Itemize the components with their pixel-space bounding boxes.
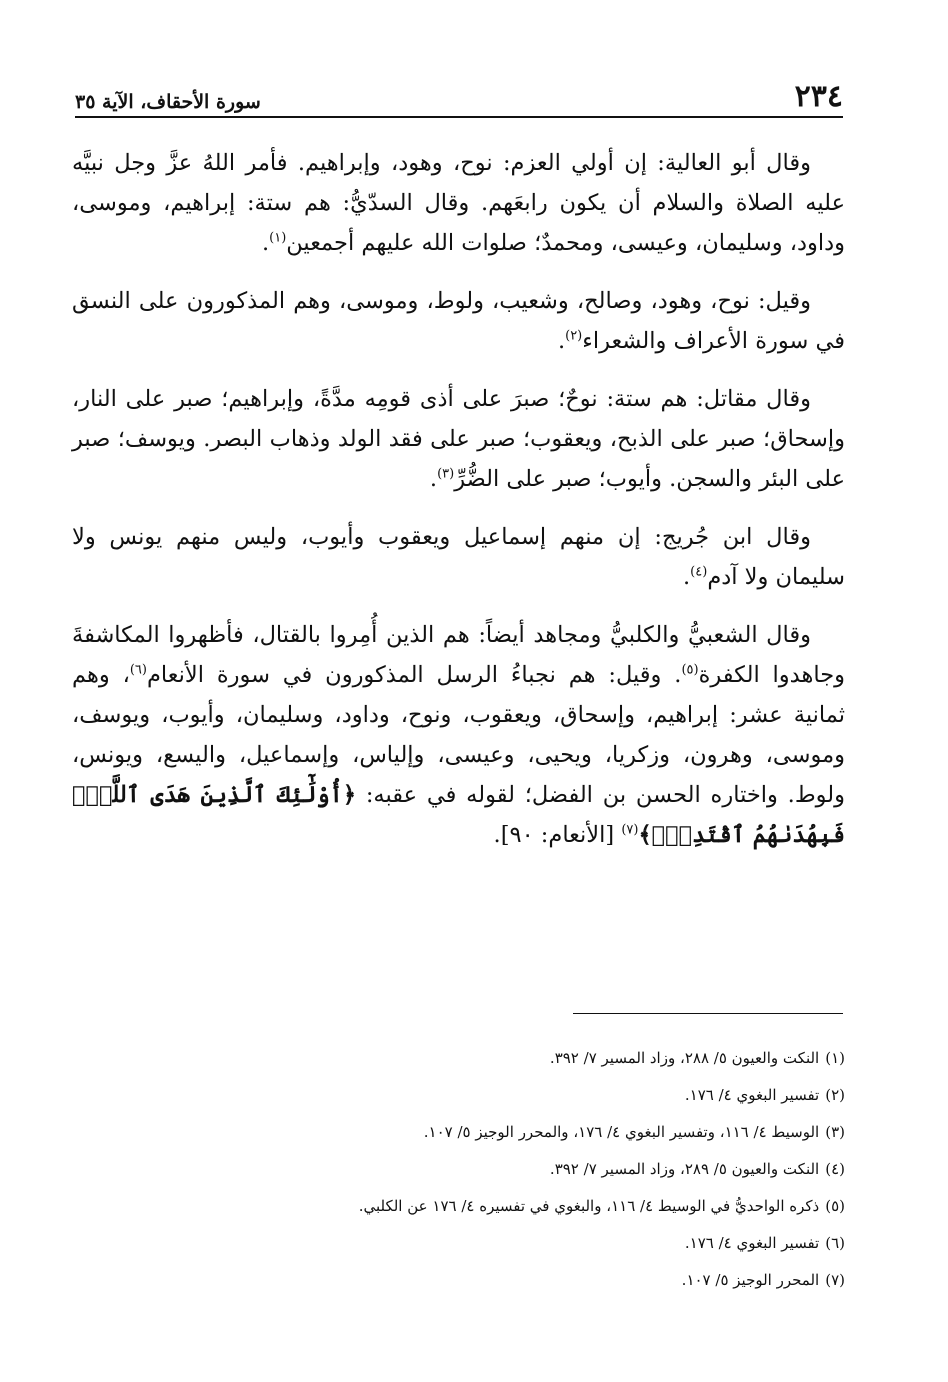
paragraph-text: وقال مقاتل: هم ستة: نوحٌ؛ صبرَ على أذى قومِه مدَّةً، وإبراهيم؛ صبر على النار، وإسحاق؛ صبر على الذبح، ويعقوب؛ صبر على فقد الولد وذهاب البصر. ويوسف؛ صبر على البئر والسجن. وأيوب؛ صبر على الضُّرِّ <box>72 386 845 492</box>
footnote-ref: (١) <box>269 230 287 246</box>
running-header <box>75 72 843 118</box>
paragraph-5 <box>72 615 845 855</box>
paragraph-end: . <box>683 564 691 590</box>
footnote-7 <box>200 1262 845 1299</box>
paragraph-1 <box>72 143 845 263</box>
footnote-text: تفسير البغوي ٤/ ١٧٦. <box>684 1086 820 1104</box>
footnote-3 <box>200 1114 845 1151</box>
footnote-ref: (٧) <box>621 822 639 838</box>
footnote-number: (٥) <box>825 1197 845 1215</box>
paragraph-text: وقال أبو العالية: إن أولي العزم: نوح، وهود، وإبراهيم. فأمر اللهُ عزَّ وجل نبيَّه عليه الصلاة والسلام أن يكون رابعَهم. وقال السدّيُّ: هم ستة: إبراهيم، وموسى، وداود، وسليمان، وعيسى، ومحمدٌ؛ صلوات الله عليهم أجمعين <box>72 150 845 256</box>
paragraph-end: . <box>429 466 438 492</box>
footnote-5 <box>200 1188 845 1225</box>
paragraph-end: . <box>557 328 566 354</box>
footnote-text: النكت والعيون ٥/ ٢٨٩، وزاد المسير ٧/ ٣٩٢. <box>549 1160 820 1178</box>
paragraph-end: . <box>261 230 270 256</box>
footnote-number: (٣) <box>825 1123 845 1141</box>
footnote-text: تفسير البغوي ٤/ ١٧٦. <box>684 1234 820 1252</box>
header-title: سورة الأحقاف، الآية ٣٥ <box>75 91 261 113</box>
footnote-ref: (٤) <box>690 564 708 580</box>
quran-verse: ﴿أُوْلَٰٓئِكَ ٱلَّذِينَ هَدَى ٱللَّهُۖ فَبِهُدَىٰهُمُ ٱقْتَدِهْۗ﴾ <box>72 782 845 848</box>
footnotes-list <box>200 1040 845 1299</box>
footnote-1 <box>200 1040 845 1077</box>
footnote-text: ذكره الواحديُّ في الوسيط ٤/ ١١٦، والبغوي في تفسيره ٤/ ١٧٦ عن الكلبي. <box>358 1197 820 1215</box>
footnote-number: (٧) <box>825 1271 845 1289</box>
footnote-4 <box>200 1151 845 1188</box>
paragraph-text: ، وهم ثمانية عشر: إبراهيم، وإسحاق، ويعقوب، ونوح، وداود، وسليمان، وأيوب، ويوسف، وموسى، وهرون، وزكريا، ويحيى، وعيسى، وإلياس، وإسماعيل، واليسع، ويونس، ولوط. واختاره الحسن بن الفضل؛ لقوله في عقبه: <box>72 662 845 808</box>
paragraph-4 <box>72 517 845 597</box>
main-text <box>72 143 845 873</box>
paragraph-2 <box>72 281 845 361</box>
footnote-number: (٢) <box>825 1086 845 1104</box>
footnote-text: النكت والعيون ٥/ ٢٨٨، وزاد المسير ٧/ ٣٩٢. <box>549 1049 820 1067</box>
footnote-ref: (٢) <box>565 328 583 344</box>
paragraph-text: وقال الشعبيُّ والكلبيُّ ومجاهد أيضاً: هم الذين أُمِروا بالقتال، فأظهروا المكاشفةَ وجاهدوا الكفرة <box>72 622 845 688</box>
footnote-ref: (٥) <box>681 662 699 678</box>
footnote-text: المحرر الوجيز ٥/ ١٠٧. <box>681 1271 820 1289</box>
footnote-text: الوسيط ٤/ ١١٦، وتفسير البغوي ٤/ ١٧٦، والمحرر الوجيز ٥/ ١٠٧. <box>423 1123 820 1141</box>
footnote-number: (٦) <box>825 1234 845 1252</box>
footnote-number: (١) <box>825 1049 845 1067</box>
paragraph-text: وقيل: نوح، وهود، وصالح، وشعيب، ولوط، وموسى، وهم المذكورون على النسق في سورة الأعراف والشعراء <box>72 288 845 354</box>
paragraph-text: وقال ابن جُريج: إن منهم إسماعيل ويعقوب وأيوب، وليس منهم يونس ولا سليمان ولا آدم <box>72 524 845 590</box>
verse-citation: [الأنعام: ٩٠]. <box>493 822 622 848</box>
footnote-ref: (٣) <box>437 466 455 482</box>
footnote-number: (٤) <box>825 1160 845 1178</box>
paragraph-3 <box>72 379 845 499</box>
footnote-divider <box>573 1013 843 1014</box>
footnote-ref: (٦) <box>129 662 147 678</box>
paragraph-text: . وقيل: هم نجباءُ الرسل المذكورون في سورة الأنعام <box>146 662 682 688</box>
page-number: ٢٣٤ <box>794 79 843 114</box>
footnote-2 <box>200 1077 845 1114</box>
footnote-6 <box>200 1225 845 1262</box>
